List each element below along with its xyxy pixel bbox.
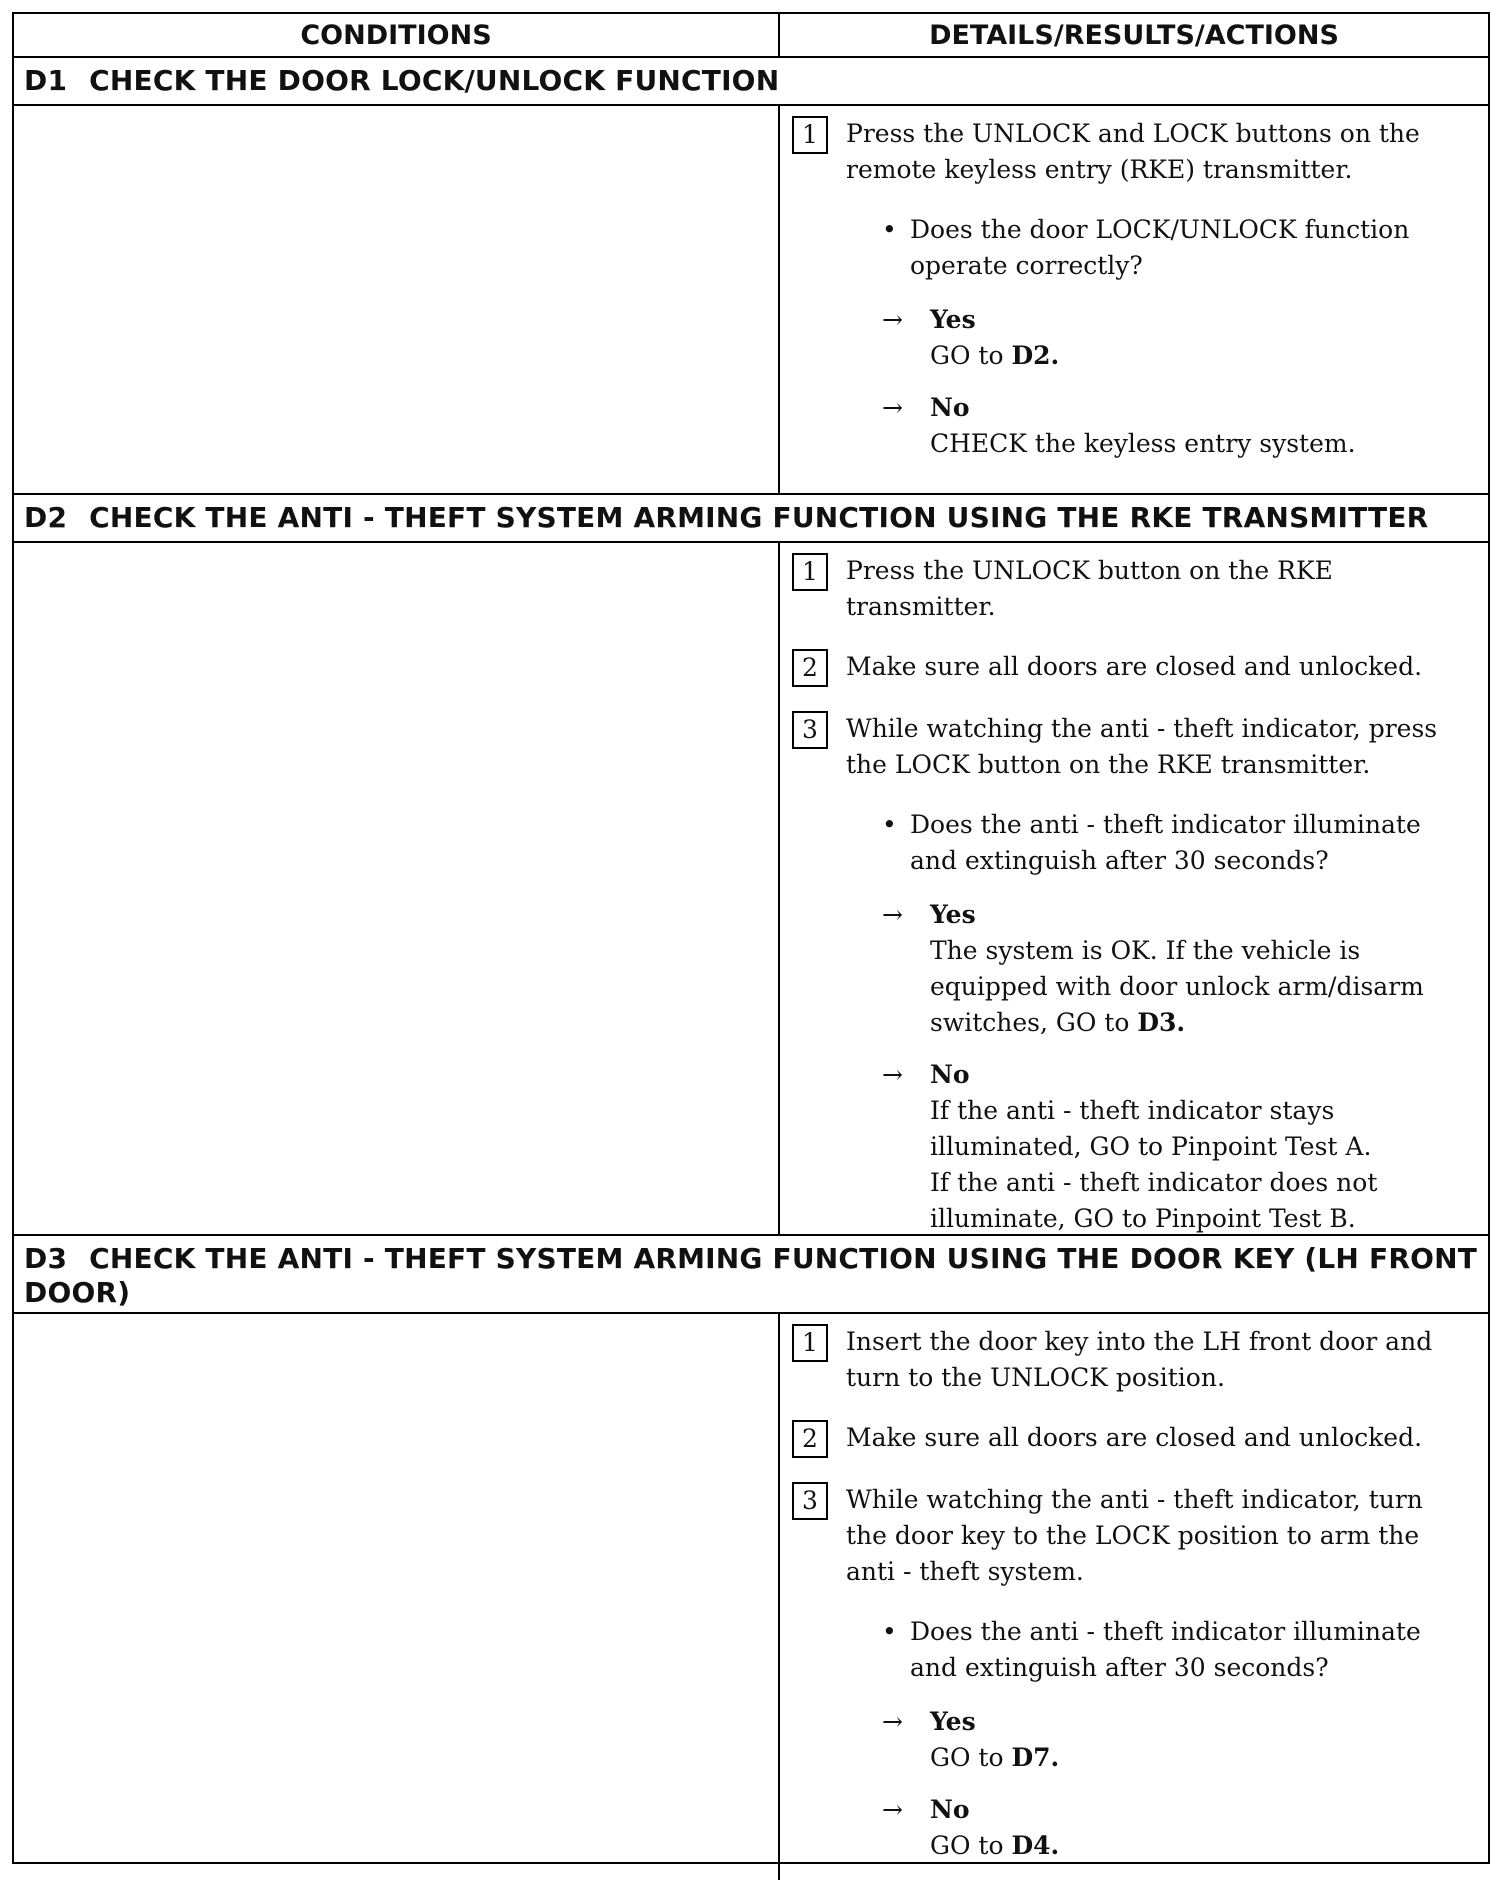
diagnostic-table: [12, 12, 1490, 1864]
step-number: 1: [792, 553, 828, 591]
question-text: Does the anti - theft indicator illuminate and extinguish after 30 seconds?: [910, 810, 1421, 875]
conditions-header: CONDITIONS: [14, 14, 780, 58]
d3-step-1: [792, 1324, 1468, 1396]
d2-step-1: [792, 553, 1468, 625]
step-text: Press the UNLOCK and LOCK buttons on the remote keyless entry (RKE) transmitter.: [846, 119, 1420, 184]
answer-text: GO to: [930, 1831, 1004, 1860]
section-d2-header: [14, 495, 1488, 543]
details-header: DETAILS/RESULTS/ACTIONS: [780, 14, 1488, 58]
arrow-right-icon: →: [882, 900, 903, 929]
section-d2-title: CHECK THE ANTI - THEFT SYSTEM ARMING FUNCTION USING THE RKE TRANSMITTER: [89, 501, 1429, 534]
d3-step-3: [792, 1482, 1468, 1590]
arrow-right-icon: →: [882, 305, 903, 334]
step-number: 2: [792, 1420, 828, 1458]
answer-target: D4.: [1011, 1831, 1060, 1860]
section-d2-code: D2: [24, 501, 68, 534]
d1-answer-yes: [882, 302, 1468, 374]
d2-answer-no: [882, 1057, 1468, 1237]
answer-text: If the anti - theft indicator stays illuminated, GO to Pinpoint Test A.: [930, 1096, 1372, 1161]
section-d1-code: D1: [24, 64, 68, 97]
arrow-right-icon: →: [882, 1060, 903, 1089]
d2-question: [882, 807, 1468, 879]
arrow-right-icon: →: [882, 393, 903, 422]
answer-target: D3.: [1137, 1008, 1186, 1037]
answer-target: D2.: [1011, 341, 1060, 370]
d1-question: [882, 212, 1468, 284]
answer-label: Yes: [930, 1707, 976, 1736]
answer-label: No: [930, 1060, 970, 1089]
step-text: Make sure all doors are closed and unlocked.: [846, 652, 1423, 681]
d3-answer-no: [882, 1792, 1468, 1864]
bullet-icon: •: [882, 810, 897, 839]
bullet-icon: •: [882, 1617, 897, 1646]
section-d3-title: CHECK THE ANTI - THEFT SYSTEM ARMING FUNCTION USING THE DOOR KEY (LH FRONT DOOR): [24, 1242, 1478, 1309]
d3-answer-yes: [882, 1704, 1468, 1776]
section-d1-header: [14, 58, 1488, 106]
d1-answer-no: [882, 390, 1468, 462]
d2-step-2: [792, 649, 1468, 687]
answer-text: GO to: [930, 341, 1004, 370]
step-text: Make sure all doors are closed and unlocked.: [846, 1423, 1423, 1452]
answer-label: No: [930, 393, 970, 422]
answer-text: The system is OK. If the vehicle is equipped with door unlock arm/disarm switches, GO to: [930, 936, 1424, 1037]
answer-text: GO to: [930, 1743, 1004, 1772]
section-d3-code: D3: [24, 1242, 68, 1275]
answer-text: If the anti - theft indicator does not illuminate, GO to Pinpoint Test B.: [930, 1168, 1378, 1233]
step-number: 1: [792, 1324, 828, 1362]
answer-label: No: [930, 1795, 970, 1824]
arrow-right-icon: →: [882, 1707, 903, 1736]
answer-text: CHECK the keyless entry system.: [930, 429, 1356, 458]
step-text: Press the UNLOCK button on the RKE transmitter.: [846, 556, 1333, 621]
d3-question: [882, 1614, 1468, 1686]
arrow-right-icon: →: [882, 1795, 903, 1824]
d2-conditions-cell: [14, 543, 780, 1236]
answer-target: D7.: [1011, 1743, 1060, 1772]
d3-step-2: [792, 1420, 1468, 1458]
step-number: 2: [792, 649, 828, 687]
d2-details-cell: [780, 543, 1488, 1236]
answer-label: Yes: [930, 900, 976, 929]
section-d1-title: CHECK THE DOOR LOCK/UNLOCK FUNCTION: [89, 64, 780, 97]
d2-answer-yes: [882, 897, 1468, 1041]
d1-details-cell: [780, 106, 1488, 495]
d3-details-cell: [780, 1314, 1488, 1880]
question-text: Does the door LOCK/UNLOCK function operate correctly?: [910, 215, 1410, 280]
step-number: 1: [792, 116, 828, 154]
d1-step-1: [792, 116, 1468, 188]
question-text: Does the anti - theft indicator illuminate and extinguish after 30 seconds?: [910, 1617, 1421, 1682]
bullet-icon: •: [882, 215, 897, 244]
step-number: 3: [792, 1482, 828, 1520]
step-text: Insert the door key into the LH front door and turn to the UNLOCK position.: [846, 1327, 1433, 1392]
step-text: While watching the anti - theft indicator, press the LOCK button on the RKE transmitter.: [846, 714, 1438, 779]
step-text: While watching the anti - theft indicator, turn the door key to the LOCK position to arm the anti - theft system.: [846, 1485, 1423, 1586]
d3-conditions-cell: [14, 1314, 780, 1880]
step-number: 3: [792, 711, 828, 749]
d2-step-3: [792, 711, 1468, 783]
section-d3-header: [14, 1236, 1488, 1314]
d1-conditions-cell: [14, 106, 780, 495]
answer-label: Yes: [930, 305, 976, 334]
